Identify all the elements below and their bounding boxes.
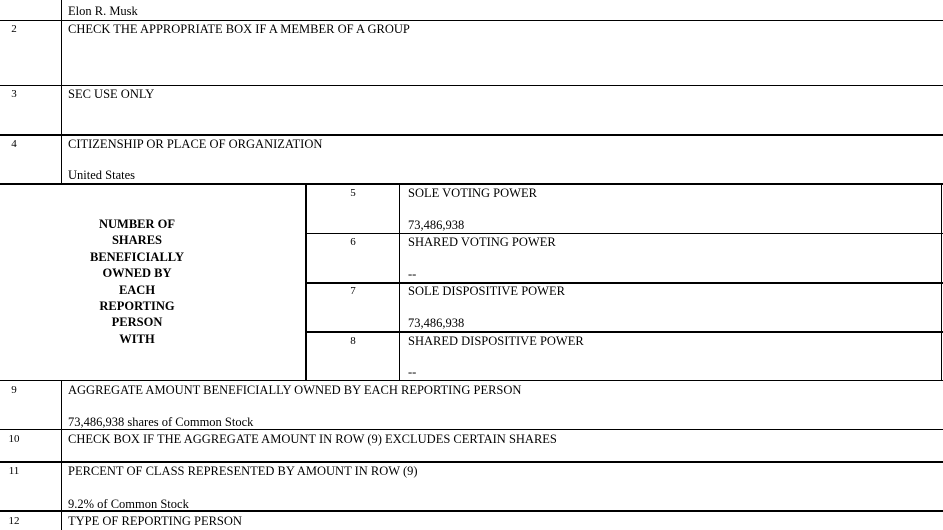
label-line: PERSON	[111, 315, 163, 330]
rule	[61, 380, 62, 530]
reporting-person-name: Elon R. Musk	[68, 4, 138, 18]
shared-voting-power-value: --	[408, 267, 417, 281]
row-11-value: 9.2% of Common Stock	[68, 497, 189, 511]
shared-dispositive-power-value: --	[408, 365, 417, 379]
label-line: EACH	[118, 282, 156, 297]
row-2-label: CHECK THE APPROPRIATE BOX IF A MEMBER OF A GROUP	[68, 22, 410, 36]
row-number-9: 9	[11, 384, 17, 396]
rule	[0, 461, 943, 463]
rule	[0, 183, 943, 185]
row-number-12: 12	[8, 515, 20, 527]
rule	[0, 85, 943, 86]
row-number-3: 3	[11, 88, 17, 100]
rule	[0, 429, 943, 430]
rule	[0, 20, 943, 21]
row-number-10: 10	[8, 433, 20, 445]
label-line: SHARES	[111, 233, 163, 248]
row-number-5: 5	[350, 187, 356, 199]
row-number-4: 4	[11, 138, 17, 150]
label-line: BENEFICIALLY	[89, 249, 184, 264]
label-line: NUMBER OF	[98, 217, 176, 231]
rule	[306, 331, 943, 333]
row-number-8: 8	[350, 335, 356, 347]
rule	[941, 184, 942, 381]
row-3-label: SEC USE ONLY	[68, 87, 155, 101]
rule	[306, 233, 943, 234]
rule	[306, 282, 943, 284]
shares-beneficially-owned-label	[78, 216, 196, 347]
rule	[305, 184, 307, 381]
row-12-label: TYPE OF REPORTING PERSON	[68, 514, 242, 528]
sole-voting-power-label: SOLE VOTING POWER	[408, 186, 537, 200]
row-number-2: 2	[11, 23, 17, 35]
sole-voting-power-value: 73,486,938	[408, 218, 465, 232]
label-line: REPORTING	[99, 299, 175, 314]
row-11-label: PERCENT OF CLASS REPRESENTED BY AMOUNT IN ROW (9)	[68, 464, 418, 478]
rule	[0, 380, 943, 381]
shared-voting-power-label: SHARED VOTING POWER	[408, 235, 556, 249]
rule	[0, 134, 943, 136]
sole-dispositive-power-label: SOLE DISPOSITIVE POWER	[408, 284, 565, 298]
row-number-7: 7	[350, 285, 356, 297]
row-number-11: 11	[8, 465, 20, 477]
label-line: WITH	[119, 331, 155, 346]
label-line: OWNED BY	[102, 266, 172, 281]
row-number-6: 6	[350, 236, 356, 248]
sole-dispositive-power-value: 73,486,938	[408, 316, 465, 330]
rule	[399, 184, 400, 381]
row-4-label: CITIZENSHIP OR PLACE OF ORGANIZATION	[68, 137, 323, 151]
rule	[61, 0, 62, 184]
row-9-label: AGGREGATE AMOUNT BENEFICIALLY OWNED BY EACH REPORTING PERSON	[68, 383, 522, 397]
row-10-label: CHECK BOX IF THE AGGREGATE AMOUNT IN ROW (9) EXCLUDES CERTAIN SHARES	[68, 432, 557, 446]
row-4-value: United States	[68, 168, 136, 182]
shared-dispositive-power-label: SHARED DISPOSITIVE POWER	[408, 334, 584, 348]
row-9-value: 73,486,938 shares of Common Stock	[68, 415, 254, 429]
